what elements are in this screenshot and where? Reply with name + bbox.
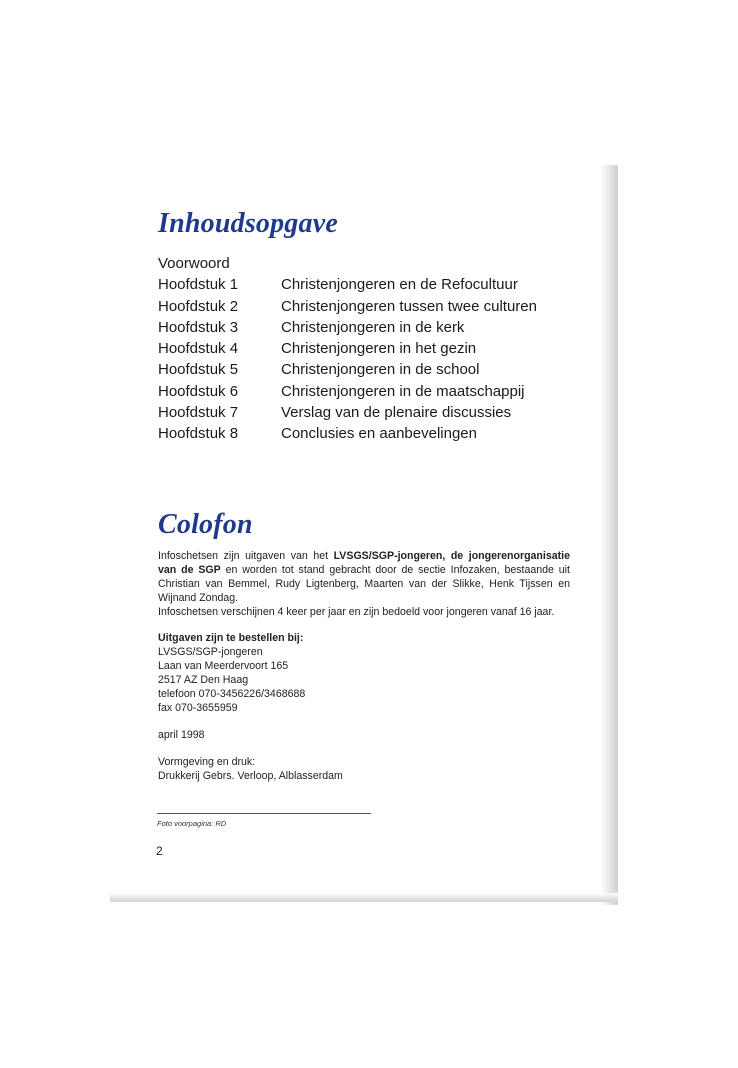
- toc-row-hoofdstuk-3: [158, 317, 537, 338]
- toc-label: Hoofdstuk 7: [158, 404, 239, 422]
- publication-date: april 1998: [158, 729, 205, 741]
- toc-row-hoofdstuk-8: [158, 423, 537, 444]
- toc-label: Hoofdstuk 3: [158, 318, 239, 336]
- toc-row-hoofdstuk-1: [158, 274, 537, 295]
- toc-label: Voorwoord: [158, 255, 230, 272]
- toc-label: Hoofdstuk 8: [158, 425, 239, 443]
- toc-row-hoofdstuk-2: [158, 296, 537, 317]
- colofon-intro: [158, 549, 570, 605]
- printer-name: Drukkerij Gebrs. Verloop, Alblasserdam: [158, 770, 343, 782]
- address-line: telefoon 070-3456226/3468688: [158, 688, 306, 700]
- page-edge-shadow-right: [600, 165, 618, 905]
- address-line: Laan van Meerdervoort 165: [158, 660, 289, 672]
- order-heading: Uitgaven zijn te bestellen bij:: [158, 632, 304, 644]
- toc-label: Hoofdstuk 6: [158, 382, 239, 400]
- toc-title: Inhoudsopgave: [158, 208, 338, 239]
- page-number: 2: [156, 844, 163, 858]
- toc-label: Hoofdstuk 1: [158, 276, 239, 294]
- toc-text: Christenjongeren in de maatschappij: [281, 382, 525, 400]
- toc-label: Hoofdstuk 5: [158, 361, 239, 379]
- address-line: 2517 AZ Den Haag: [158, 674, 249, 686]
- toc-text: Conclusies en aanbevelingen: [281, 425, 477, 443]
- toc-text: Christenjongeren in het gezin: [281, 340, 477, 358]
- table-of-contents: [158, 253, 537, 445]
- colofon-block: [158, 549, 570, 783]
- toc-row-hoofdstuk-4: [158, 338, 537, 359]
- design-label: Vormgeving en druk:: [158, 756, 256, 768]
- toc-row-hoofdstuk-7: [158, 402, 537, 423]
- toc-text: Christenjongeren en de Refocultuur: [281, 276, 518, 294]
- colofon-frequency: Infoschetsen verschijnen 4 keer per jaar en zijn bedoeld voor jongeren vanaf 16 jaar.: [158, 606, 555, 618]
- colofon-intro-bold: LVSGS/SGP-jongeren, de jongerenorganisatie van de SGP: [158, 550, 570, 576]
- toc-row-voorwoord: [158, 253, 537, 274]
- toc-text: Verslag van de plenaire discussies: [281, 404, 512, 422]
- toc-text: Christenjongeren tussen twee culturen: [281, 297, 537, 315]
- address-line: LVSGS/SGP-jongeren: [158, 646, 263, 658]
- colofon-intro-pre: Infoschetsen zijn uitgaven van het: [158, 550, 334, 562]
- page-edge-shadow-bottom: [110, 893, 618, 902]
- toc-text: Christenjongeren in de kerk: [281, 318, 465, 336]
- photo-credit: Foto voorpagina: RD: [157, 819, 227, 828]
- toc-row-hoofdstuk-5: [158, 359, 537, 380]
- toc-text: Christenjongeren in de school: [281, 361, 480, 379]
- toc-row-hoofdstuk-6: [158, 381, 537, 402]
- toc-label: Hoofdstuk 4: [158, 340, 239, 358]
- address-line: fax 070-3655959: [158, 702, 238, 714]
- footnote-divider: [157, 813, 371, 814]
- toc-label: Hoofdstuk 2: [158, 297, 239, 315]
- colofon-title: Colofon: [158, 509, 253, 540]
- colofon-intro-post: en worden tot stand gebracht door de sectie Infozaken, bestaande uit Christian van Bemmel, Rudy Ligtenberg, Maarten van der Slikke, Henk Tijssen en Wijnand Zondag.: [158, 564, 570, 604]
